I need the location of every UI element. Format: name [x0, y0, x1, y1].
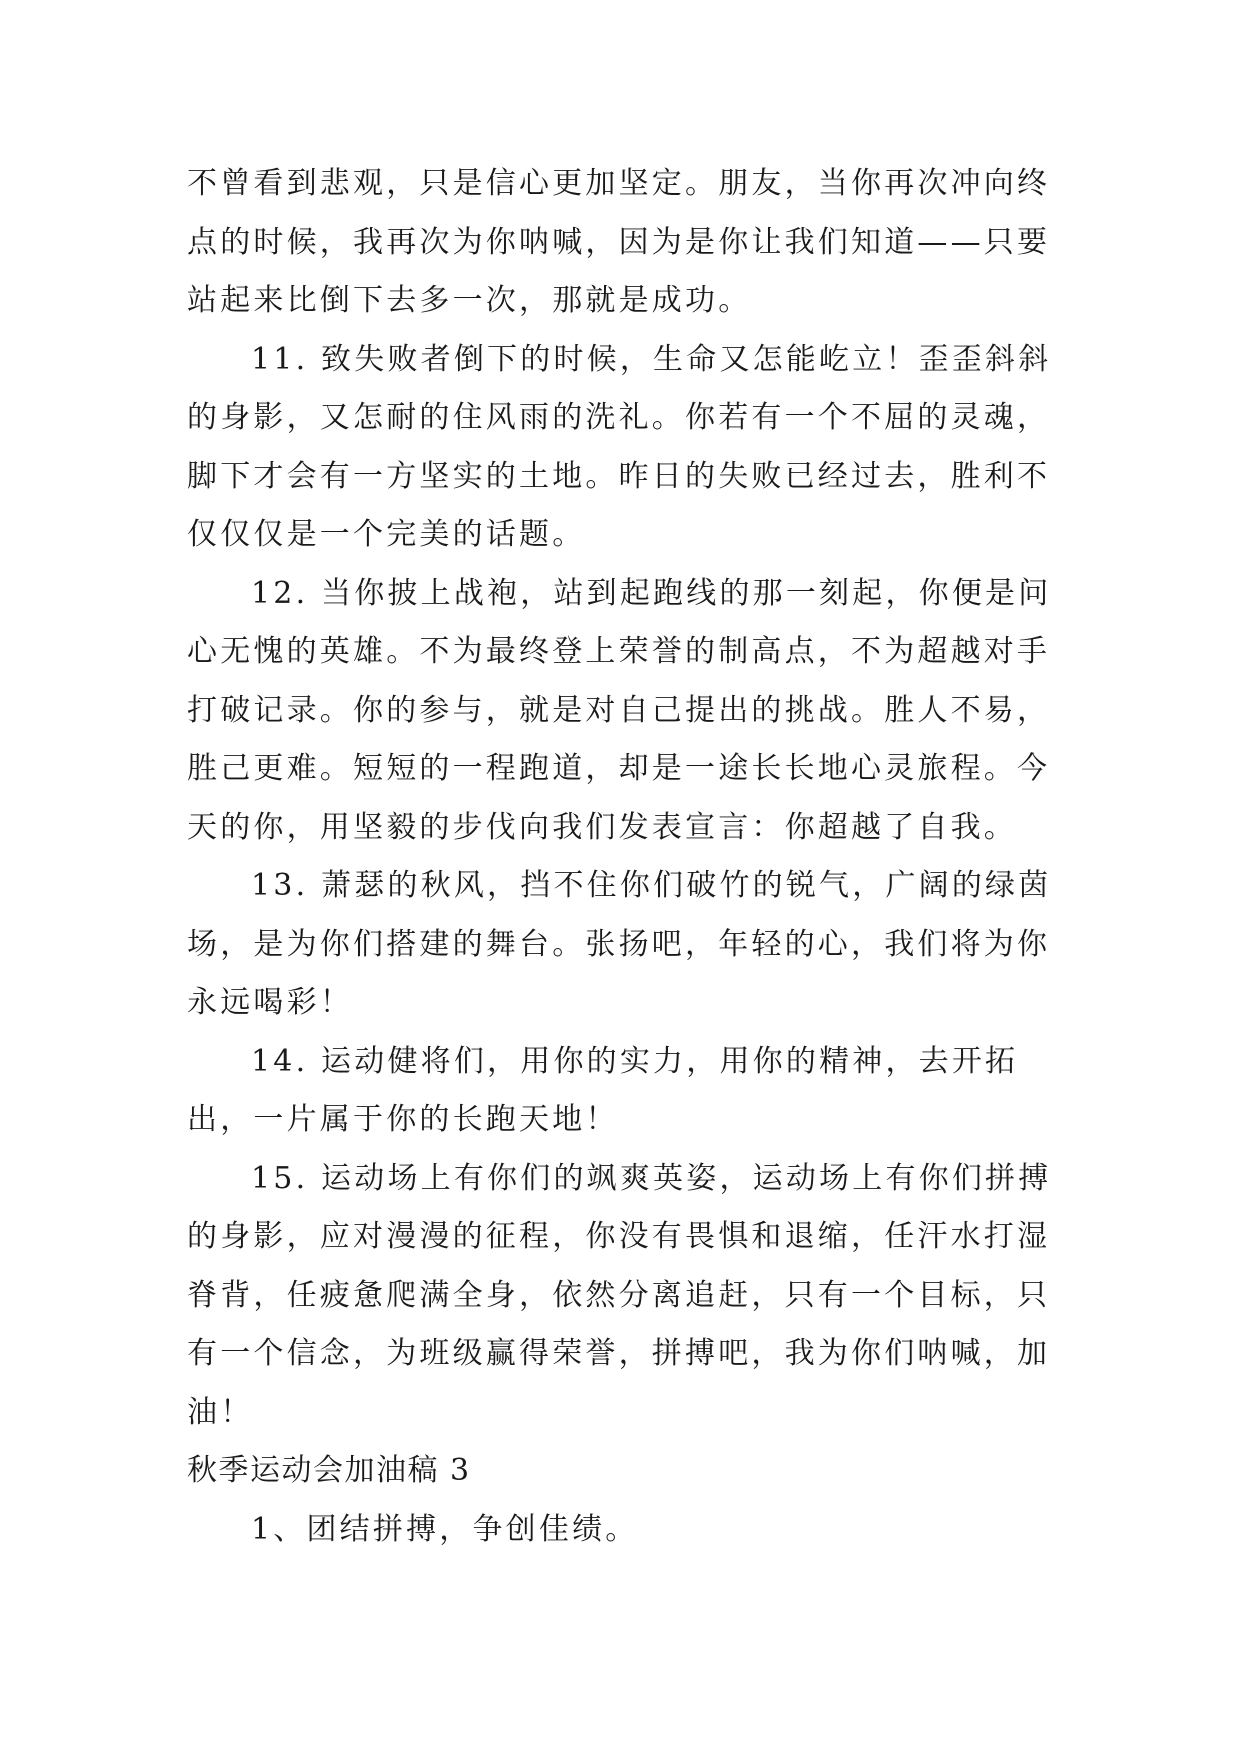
document-body: [187, 155, 1067, 1559]
paragraph-item-1: 1、团结拼搏，争创佳绩。: [251, 1511, 639, 1547]
paragraph-item-14: 14. 运动健将们，用你的实力，用你的精神，去开拓出，一片属于你的长跑天地！: [187, 1043, 1019, 1137]
paragraph-item-13: 13. 萧瑟的秋风，挡不住你们破竹的锐气，广阔的绿茵场，是为你们搭建的舞台。张扬吧，年轻的心，我们将为你永远喝彩！: [187, 868, 1052, 1020]
paragraph-continuation: 不曾看到悲观，只是信心更加坚定。朋友，当你再次冲向终点的时候，我再次为你呐喊，因为是你让我们知道——只要站起来比倒下去多一次，那就是成功。: [187, 166, 1051, 318]
section-heading: 秋季运动会加油稿 3: [187, 1453, 471, 1488]
paragraph-item-12: 12. 当你披上战袍，站到起跑线的那一刻起，你便是问心无愧的英雄。不为最终登上荣誉的制高点，不为超越对手打破记录。你的参与，就是对自己提出的挑战。胜人不易，胜己更难。短短的一程跑道，却是一途长长地心灵旅程。今天的你，用坚毅的步伐向我们发表宣言：你超越了自我。: [187, 575, 1052, 845]
paragraph-item-11: 11. 致失败者倒下的时候，生命又怎能屹立！歪歪斜斜的身影，又怎耐的住风雨的洗礼。你若有一个不屈的灵魂，脚下才会有一方坚实的土地。昨日的失败已经过去，胜利不仅仅仅是一个完美的话题。: [187, 341, 1052, 552]
paragraph-item-15: 15. 运动场上有你们的飒爽英姿，运动场上有你们拼搏的身影，应对漫漫的征程，你没有畏惧和退缩，任汗水打湿脊背，任疲惫爬满全身，依然分离追赶，只有一个目标，只有一个信念，为班级赢得荣誉，拼搏吧，我为你们呐喊，加油！: [187, 1160, 1052, 1430]
